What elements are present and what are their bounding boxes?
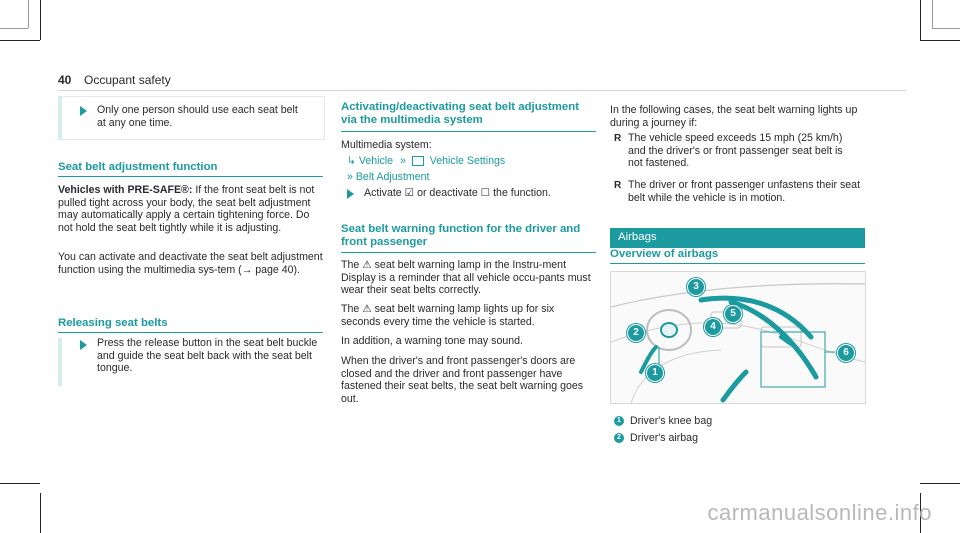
watermark: carmanualsonline.info	[707, 500, 932, 525]
nav-chevron-icon: »	[347, 171, 353, 183]
crop-mark	[920, 0, 921, 40]
release-step: Press the release button in the seat belt buckle and guide the seat belt back with the seat belt tongue.	[97, 337, 318, 375]
heading-seat-belt-adjustment: Seat belt adjustment function	[58, 161, 218, 173]
heading-rule	[610, 263, 865, 264]
heading-rule	[341, 131, 596, 132]
activate-step: Activate ☑ or deactivate ☐ the function.	[364, 187, 551, 199]
callout-3: 3	[687, 278, 705, 296]
heading-rule	[58, 176, 323, 177]
nav-belt-adjustment: Belt Adjustment	[355, 171, 430, 183]
paragraph-pre-safe	[58, 184, 323, 234]
crop-mark	[932, 28, 960, 29]
bullet-item: The driver or front passenger unfastens their seat belt while the vehicle is in motion.	[628, 179, 861, 204]
crop-mark	[920, 483, 960, 484]
heading-activating: Activating/deactivating seat belt adjustment via the multimedia system	[341, 101, 579, 126]
airbags-banner	[610, 228, 865, 248]
warning-para-1: The ⚠ seat belt warning lamp in the Instru-ment Display is a reminder that all vehicle occu-pants must wear their seat belts correctly.	[341, 259, 591, 297]
bullet-marker: R	[614, 180, 622, 191]
callout-4: 4	[704, 318, 722, 336]
step-bar	[58, 338, 62, 386]
legend-badge: 2	[614, 433, 624, 443]
nav-vehicle-settings: Vehicle Settings	[429, 155, 506, 167]
bullet-item: The vehicle speed exceeds 15 mph (25 km/h) and the driver's or front passenger seat belt is not fastened.	[628, 132, 843, 170]
heading-warning-function: Seat belt warning function for the driver and front passenger	[341, 223, 581, 248]
paragraph-activate: You can activate and deactivate the seat belt adjustment function using the multimedia sys-tem (→ page 40).	[58, 251, 323, 276]
nav-arrow-icon: ↳	[347, 155, 356, 167]
multimedia-label: Multimedia system:	[341, 139, 432, 151]
legend-label: Driver's knee bag	[630, 415, 713, 427]
nav-line-1	[347, 155, 505, 168]
callout-2: 2	[627, 324, 645, 342]
callout-5: 5	[724, 305, 742, 323]
vehicles-lead: Vehicles with PRE-SAFE®:	[58, 184, 193, 196]
crop-mark	[0, 28, 28, 29]
section-title: Occupant safety	[84, 73, 171, 87]
nav-chevron-icon: »	[399, 155, 406, 167]
step-arrow-icon	[347, 189, 354, 199]
pre-safe-text: If the front seat belt is not pulled tight across your body, the seat belt adjustment may automatically apply a certain tightening force. Do not hold the seat belt tightly while it is adjusting.	[58, 184, 315, 234]
settings-icon	[412, 156, 424, 166]
warning-para-3: In addition, a warning tone may sound.	[341, 335, 523, 347]
cases-intro: In the following cases, the seat belt warning lights up during a journey if:	[610, 104, 858, 129]
callout-6: 6	[837, 344, 855, 362]
heading-rule	[341, 252, 596, 253]
crop-mark	[40, 0, 41, 40]
bullet-marker: R	[614, 133, 622, 144]
warning-para-4: When the driver's and front passenger's doors are closed and the driver and front passenger have fastened their seat belts, the seat belt warning goes out.	[341, 355, 584, 405]
warning-para-2: The ⚠ seat belt warning lamp lights up for six seconds every time the vehicle is started.	[341, 303, 555, 328]
airbag-illustration	[610, 271, 866, 404]
nav-vehicle: Vehicle	[358, 155, 394, 167]
crop-mark	[28, 0, 29, 28]
heading-releasing: Releasing seat belts	[58, 317, 168, 329]
heading-rule	[58, 332, 323, 333]
crop-mark	[40, 493, 41, 533]
crop-mark	[920, 40, 960, 41]
crop-mark	[0, 483, 40, 484]
legend-label: Driver's airbag	[630, 432, 698, 444]
page-number: 40	[58, 73, 72, 87]
callout-1: 1	[646, 364, 664, 382]
nav-line-2	[347, 171, 429, 184]
note-text: Only one person should use each seat belt at any one time.	[97, 104, 298, 129]
airbag-diagram	[611, 272, 865, 403]
legend-item	[614, 415, 712, 428]
note-bar	[58, 96, 62, 140]
legend-badge: 1	[614, 416, 624, 426]
crop-mark	[932, 0, 933, 28]
step-arrow-icon	[80, 340, 87, 350]
legend-item	[614, 432, 698, 445]
airbags-banner-text: Airbags	[618, 231, 657, 243]
step-arrow-icon	[80, 106, 87, 116]
heading-overview-airbags: Overview of airbags	[610, 248, 719, 260]
header-rule	[58, 90, 906, 91]
crop-mark	[0, 40, 40, 41]
